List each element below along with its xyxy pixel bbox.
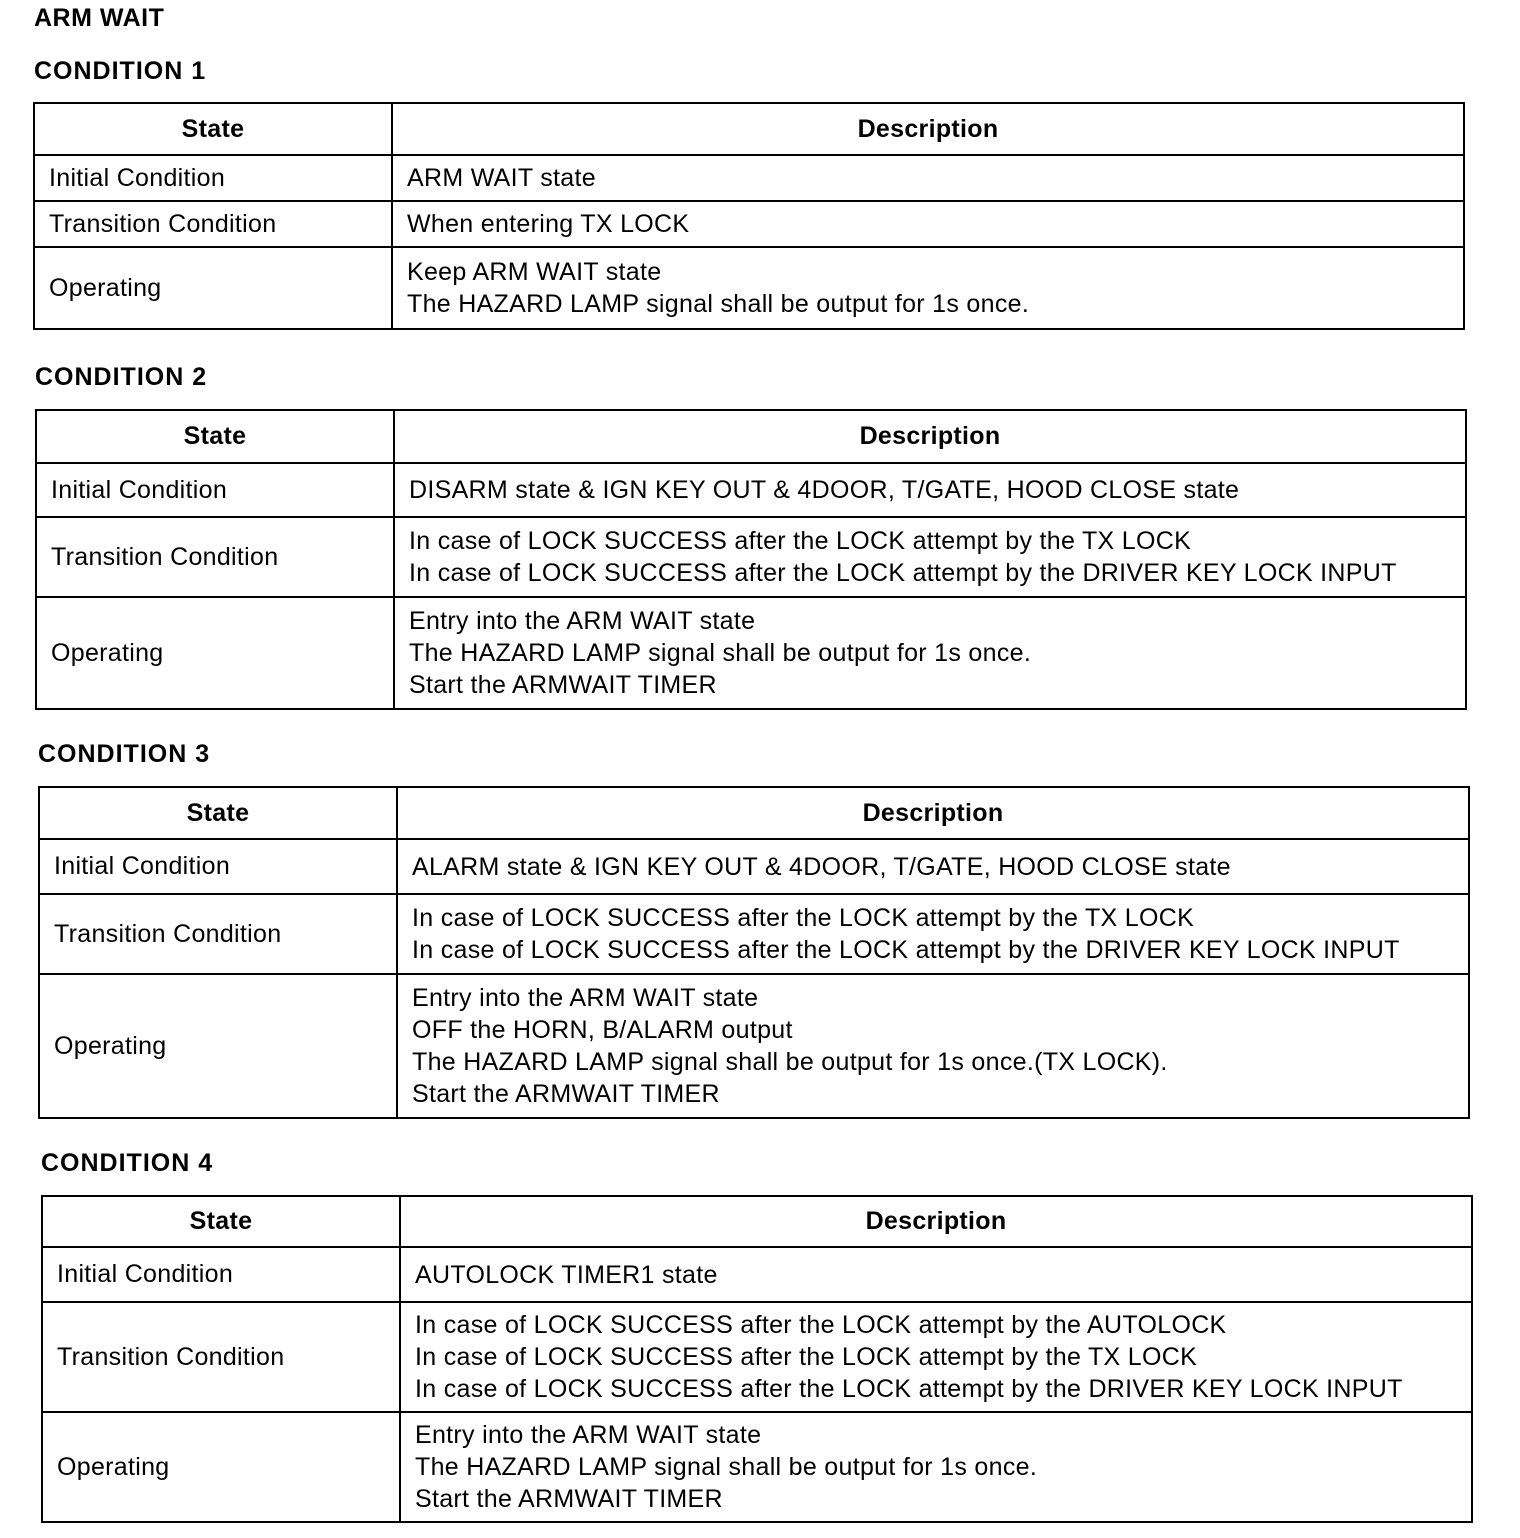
- state-cell: Transition Condition: [42, 1302, 400, 1412]
- condition-table: [33, 102, 1465, 330]
- condition-title: CONDITION 4: [41, 1149, 214, 1177]
- state-cell: Initial Condition: [36, 463, 394, 517]
- table-row: [34, 155, 1464, 201]
- condition-title: CONDITION 2: [35, 363, 208, 391]
- description-cell: [397, 894, 1469, 974]
- description-line: ARM WAIT state: [407, 164, 596, 192]
- description-column-header: Description: [397, 787, 1469, 839]
- description-column-header: Description: [394, 410, 1466, 463]
- table-row: [34, 201, 1464, 247]
- description-line: In case of LOCK SUCCESS after the LOCK attempt by the TX LOCK: [415, 1343, 1198, 1371]
- description-cell: [397, 974, 1469, 1118]
- description-line: OFF the HORN, B/ALARM output: [412, 1016, 793, 1044]
- state-cell: Operating: [36, 597, 394, 709]
- table-row: [42, 1302, 1472, 1412]
- state-cell: Transition Condition: [34, 201, 392, 247]
- table-row: [39, 839, 1469, 894]
- table-header-row: [39, 787, 1469, 839]
- table-header-row: [34, 103, 1464, 155]
- description-line: The HAZARD LAMP signal shall be output for 1s once.: [409, 639, 1032, 667]
- description-column-header: Description: [400, 1196, 1472, 1247]
- description-cell: [400, 1247, 1472, 1302]
- table-row: [36, 517, 1466, 597]
- state-column-header: State: [39, 787, 397, 839]
- table-row: [42, 1412, 1472, 1522]
- condition-table: [41, 1195, 1473, 1523]
- table-row: [39, 894, 1469, 974]
- description-cell: [392, 201, 1464, 247]
- description-line: The HAZARD LAMP signal shall be output for 1s once.: [415, 1453, 1038, 1481]
- state-column-header: State: [42, 1196, 400, 1247]
- description-cell: [400, 1412, 1472, 1522]
- state-cell: Operating: [42, 1412, 400, 1522]
- description-line: The HAZARD LAMP signal shall be output for 1s once.(TX LOCK).: [412, 1048, 1168, 1076]
- description-line: Entry into the ARM WAIT state: [409, 607, 756, 635]
- table-row: [39, 974, 1469, 1118]
- state-column-header: State: [36, 410, 394, 463]
- table-header-row: [42, 1196, 1472, 1247]
- condition-table: [38, 786, 1470, 1119]
- description-line: In case of LOCK SUCCESS after the LOCK attempt by the DRIVER KEY LOCK INPUT: [412, 936, 1400, 964]
- description-column-header: Description: [392, 103, 1464, 155]
- state-cell: Operating: [39, 974, 397, 1118]
- description-line: In case of LOCK SUCCESS after the LOCK attempt by the AUTOLOCK: [415, 1311, 1227, 1339]
- table-row: [34, 247, 1464, 329]
- description-cell: [392, 247, 1464, 329]
- description-line: In case of LOCK SUCCESS after the LOCK attempt by the TX LOCK: [412, 904, 1195, 932]
- state-cell: Operating: [34, 247, 392, 329]
- state-cell: Initial Condition: [34, 155, 392, 201]
- description-line: DISARM state & IGN KEY OUT & 4DOOR, T/GATE, HOOD CLOSE state: [409, 476, 1240, 504]
- table-header-row: [36, 410, 1466, 463]
- state-cell: Initial Condition: [42, 1247, 400, 1302]
- document-title: ARM WAIT: [34, 4, 165, 32]
- description-cell: [400, 1302, 1472, 1412]
- description-line: The HAZARD LAMP signal shall be output for 1s once.: [407, 290, 1030, 318]
- description-line: Entry into the ARM WAIT state: [412, 984, 759, 1012]
- description-line: Entry into the ARM WAIT state: [415, 1421, 762, 1449]
- description-line: In case of LOCK SUCCESS after the LOCK attempt by the DRIVER KEY LOCK INPUT: [409, 559, 1397, 587]
- description-cell: [394, 597, 1466, 709]
- description-line: AUTOLOCK TIMER1 state: [415, 1260, 718, 1289]
- description-line: When entering TX LOCK: [407, 210, 690, 238]
- state-column-header: State: [34, 103, 392, 155]
- state-cell: Transition Condition: [39, 894, 397, 974]
- description-line: In case of LOCK SUCCESS after the LOCK attempt by the TX LOCK: [409, 527, 1192, 555]
- description-line: ALARM state & IGN KEY OUT & 4DOOR, T/GATE, HOOD CLOSE state: [412, 852, 1231, 881]
- table-row: [36, 597, 1466, 709]
- table-row: [42, 1247, 1472, 1302]
- condition-title: CONDITION 1: [34, 57, 207, 85]
- table-row: [36, 463, 1466, 517]
- description-line: Start the ARMWAIT TIMER: [415, 1485, 723, 1513]
- state-cell: Initial Condition: [39, 839, 397, 894]
- condition-table: [35, 409, 1467, 710]
- state-cell: Transition Condition: [36, 517, 394, 597]
- description-cell: [392, 155, 1464, 201]
- description-cell: [394, 517, 1466, 597]
- description-line: Start the ARMWAIT TIMER: [412, 1080, 720, 1108]
- description-line: Start the ARMWAIT TIMER: [409, 671, 717, 699]
- description-line: Keep ARM WAIT state: [407, 258, 662, 286]
- description-cell: [397, 839, 1469, 894]
- description-line: In case of LOCK SUCCESS after the LOCK attempt by the DRIVER KEY LOCK INPUT: [415, 1375, 1403, 1403]
- condition-title: CONDITION 3: [38, 740, 211, 768]
- description-cell: [394, 463, 1466, 517]
